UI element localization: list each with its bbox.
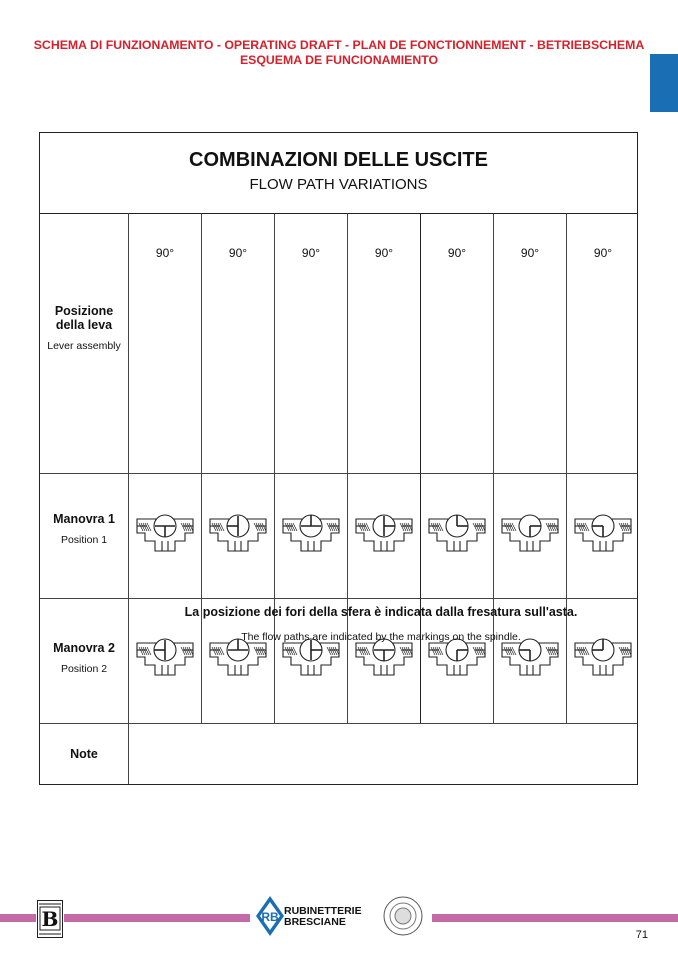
row-label-position-2 <box>40 641 128 675</box>
table-title: COMBINAZIONI DELLE USCITE <box>189 149 488 171</box>
valve-T-icon <box>129 501 201 561</box>
flow-path-table <box>39 132 638 785</box>
header-line-1: SCHEMA DI FUNZIONAMENTO - OPERATING DRAFT - PLAN DE FONCTIONNEMENT - BETRIEBSCHEMA <box>33 38 645 52</box>
svg-text:B: B <box>41 907 59 931</box>
brand-line-2: BRESCIANE <box>284 916 346 928</box>
rotation-angle-label: 90° <box>374 246 394 260</box>
rotation-angle-label: 90° <box>447 246 467 260</box>
certification-seal-icon <box>383 896 423 936</box>
valve-L-icon <box>494 501 566 561</box>
brand-mark-icon <box>256 896 284 936</box>
group-logo-icon <box>37 900 63 938</box>
row-label-note <box>40 747 128 761</box>
lever-label: Posizione della leva <box>54 304 114 332</box>
row-divider <box>40 723 637 724</box>
footer-bar-left <box>0 914 36 922</box>
svg-text:RB: RB <box>261 910 279 924</box>
note-english: The flow paths are indicated by the markings on the spindle. <box>241 631 521 643</box>
brand-line-1: RUBINETTERIE <box>284 905 362 917</box>
page-number: 71 <box>635 929 648 941</box>
section-tab <box>650 54 678 112</box>
valve-L-icon <box>421 501 493 561</box>
footer-bar-right <box>432 914 678 922</box>
header-line-2: ESQUEMA DE FUNCIONAMIENTO <box>239 53 439 67</box>
brand-logo <box>256 896 368 936</box>
row-divider <box>40 598 637 599</box>
rotation-angle-label: 90° <box>228 246 248 260</box>
rotation-angle-label: 90° <box>593 246 613 260</box>
position-1-label: Manovra 1 <box>53 512 115 526</box>
position-1-sublabel: Position 1 <box>60 534 108 546</box>
note-label: Note <box>70 747 98 761</box>
row-label-lever <box>40 304 128 352</box>
rotation-angle-label: 90° <box>155 246 175 260</box>
footer-bar-mid <box>64 914 250 922</box>
table-subtitle: FLOW PATH VARIATIONS <box>249 176 428 193</box>
rotation-angle-label: 90° <box>520 246 540 260</box>
table-title-band <box>40 133 637 214</box>
valve-T-icon <box>275 501 347 561</box>
note-italian: La posizione dei fori della sfera è indicata dalla fresatura sull'asta. <box>184 605 578 619</box>
valve-T-icon <box>348 501 420 561</box>
position-2-sublabel: Position 2 <box>60 663 108 675</box>
row-label-position-1 <box>40 512 128 546</box>
lever-sublabel: Lever assembly <box>47 340 121 352</box>
valve-T-icon <box>202 501 274 561</box>
valve-L-icon <box>567 501 639 561</box>
page-header <box>0 38 678 68</box>
column-divider <box>128 213 129 784</box>
position-2-label: Manovra 2 <box>53 641 115 655</box>
row-divider <box>40 473 637 474</box>
rotation-angle-label: 90° <box>301 246 321 260</box>
